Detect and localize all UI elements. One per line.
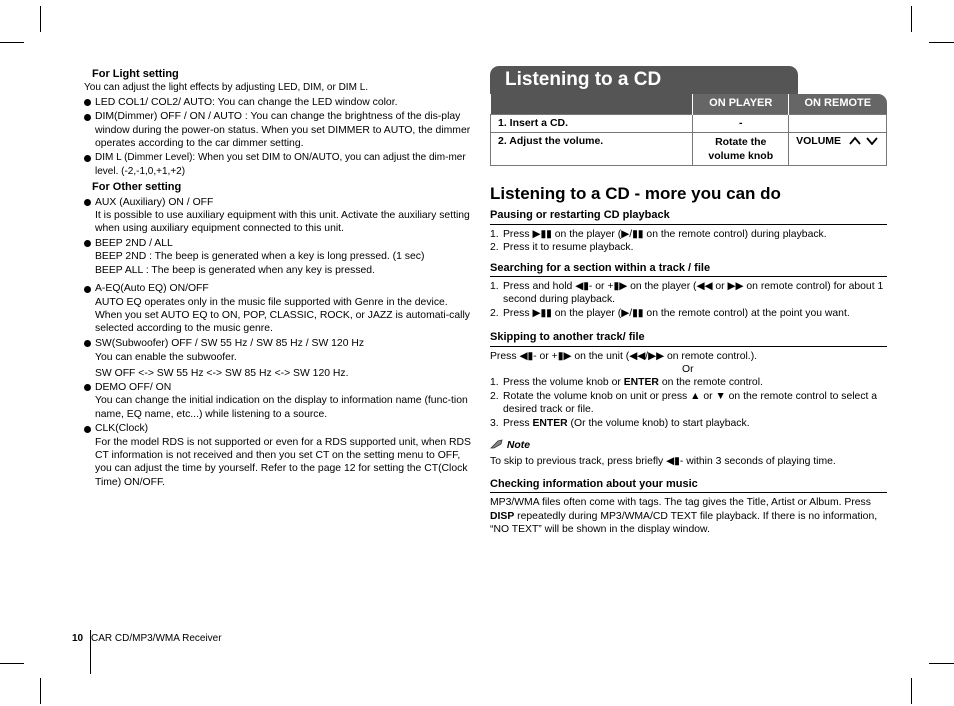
search-heading: Searching for a section within a track / file xyxy=(490,262,887,277)
text: on the player ( xyxy=(551,307,622,319)
fast-forward-icon: ▶▶ xyxy=(727,280,744,292)
or-text: Or xyxy=(682,363,694,375)
table-cell-line: volume knob xyxy=(708,149,774,162)
crop-mark xyxy=(0,663,24,664)
down-arrow-icon: ▼ xyxy=(715,390,726,402)
product-name: CAR CD/MP3/WMA Receiver xyxy=(91,633,222,644)
text: - or xyxy=(588,280,608,292)
prev-track-icon: ◀▮ xyxy=(519,350,534,362)
table-cell xyxy=(789,132,887,165)
cd-steps-table xyxy=(490,94,887,166)
list-item: 2. Press ▶▮▮ on the player (▶/▮▮ on the remote control) at the point you want. xyxy=(490,307,850,319)
note-text xyxy=(490,455,887,468)
left-column xyxy=(84,66,476,489)
light-setting-intro: You can adjust the light effects by adjusting LED, DIM, or DIM L. xyxy=(84,82,369,94)
text: on remote control.). xyxy=(664,350,758,362)
prev-track-icon: ◀▮ xyxy=(575,280,589,292)
text: Press xyxy=(490,350,520,362)
clk-title: CLK(Clock) xyxy=(84,422,476,435)
aux-title: AUX (Auxiliary) ON / OFF xyxy=(84,196,476,209)
footer xyxy=(72,633,222,644)
table-header-blank xyxy=(491,94,693,114)
text: - within 3 seconds of playing time. xyxy=(679,456,836,468)
next-track-icon: +▮▶ xyxy=(551,350,572,362)
text: on the player ( xyxy=(627,280,697,292)
other-setting-heading: For Other setting xyxy=(92,181,182,194)
aeq-title: A-EQ(Auto EQ) ON/OFF xyxy=(84,282,476,295)
text: on the player ( xyxy=(551,228,622,240)
list-item: 1. Press and hold ◀▮- or +▮▶ on the player (◀◀ or ▶▶ on remote control) for about 1 second during playback. xyxy=(490,280,884,306)
text: repeatedly during MP3/WMA/CD TEXT file playback. If there is no information, “NO TEXT” will be shown in the display window. xyxy=(490,510,878,536)
table-cell: 2. Adjust the volume. xyxy=(491,132,693,165)
text: on the unit ( xyxy=(571,350,630,362)
text: on the remote control to select a desired track or file. xyxy=(503,390,878,416)
more-title: Listening to a CD - more you can do xyxy=(490,183,781,203)
table-cell xyxy=(789,114,887,132)
next-track-icon: +▮▶ xyxy=(607,280,628,292)
sw-desc-2: SW OFF <-> SW 55 Hz <-> SW 85 Hz <-> SW 120 Hz. xyxy=(95,367,349,379)
clk-desc: For the model RDS is not supported or even for a RDS supported unit, when RDS CT information is not received and then you set CT on the setting menu to OFF, you can adjust the time by yourself. Refer to the page 12 for setting the CT(Clock Time) ON/OFF. xyxy=(95,436,471,488)
beep-line-2: BEEP ALL : The beep is generated when any key is pressed. xyxy=(95,264,375,276)
enter-key-label: ENTER xyxy=(532,417,568,429)
text: on the remote control) at the point you want. xyxy=(643,307,850,319)
sw-desc-1: You can enable the subwoofer. xyxy=(95,352,237,364)
skip-intro xyxy=(490,350,887,363)
table-header-remote: ON REMOTE xyxy=(789,94,887,114)
crop-mark xyxy=(40,6,41,32)
chevron-up-icon xyxy=(849,136,861,145)
text: Press the volume knob or xyxy=(503,377,624,389)
light-setting-heading: For Light setting xyxy=(92,68,179,80)
volume-label: VOLUME xyxy=(796,134,842,147)
text: Press xyxy=(503,228,533,240)
note-icon xyxy=(490,439,504,449)
play-pause-icon: ▶/▮▮ xyxy=(621,307,644,319)
text: Press it to resume playback. xyxy=(503,242,634,254)
play-pause-icon: ▶▮▮ xyxy=(532,228,552,240)
aeq-desc: AUTO EQ operates only in the music file supported with Genre in the device. When you set AUTO EQ to ON, POP, CLASSIC, ROCK, or JAZZ is automati-cally selected according to the music genre. xyxy=(95,296,470,335)
table-cell-line: Rotate the xyxy=(715,135,767,148)
list-item: DIM L (Dimmer Level): When you set DIM to ON/AUTO, you can adjust the dim-mer level. (-2,-1,0,+1,+2) xyxy=(84,151,476,178)
text: or xyxy=(700,390,716,402)
crop-mark xyxy=(911,678,912,704)
text: on the remote control) during playback. xyxy=(643,228,827,240)
aux-desc: It is possible to use auxiliary equipment with this unit. Activate the auxiliary setting when using auxiliary equipment connected to this unit. xyxy=(95,210,470,235)
sw-title: SW(Subwoofer) OFF / SW 55 Hz / SW 85 Hz / SW 120 Hz xyxy=(84,337,476,350)
beep-title: BEEP 2ND / ALL xyxy=(84,237,476,250)
page-number: 10 xyxy=(72,633,84,644)
crop-mark xyxy=(929,42,954,43)
note-heading xyxy=(490,439,887,452)
crop-mark xyxy=(0,42,24,43)
text: on remote control) for about 1 second during playback. xyxy=(503,280,884,306)
crop-mark xyxy=(929,663,954,664)
list-item: DIM(Dimmer) OFF / ON / AUTO : You can change the brightness of the dis-play window during the power-on status. When you set DIMMER to AUTO, the dimmer operates according to the car dimmer setting. xyxy=(84,110,476,150)
text: Press xyxy=(503,417,533,429)
section-title: Listening to a CD xyxy=(490,66,798,94)
up-arrow-icon: ▲ xyxy=(690,390,701,402)
list-item: 1. Press the volume knob or ENTER on the remote control. xyxy=(490,377,763,389)
demo-title: DEMO OFF/ ON xyxy=(84,381,476,394)
beep-line-1: BEEP 2ND : The beep is generated when a key is long pressed. (1 sec) xyxy=(95,251,425,263)
play-pause-icon: ▶▮▮ xyxy=(532,307,552,319)
skip-heading: Skipping to another track/ file xyxy=(490,331,887,346)
disp-key-label: DISP xyxy=(490,510,515,522)
list-item: 3. Press ENTER (Or the volume knob) to start playback. xyxy=(490,417,750,429)
note-label: Note xyxy=(506,440,530,451)
text: - or xyxy=(533,350,552,362)
text: Press xyxy=(503,307,533,319)
check-text xyxy=(490,496,887,536)
list-item: LED COL1/ COL2/ AUTO: You can change the LED window color. xyxy=(84,96,476,109)
list-item: 2. Rotate the volume knob on unit or press ▲ or ▼ on the remote control to select a desired track or file. xyxy=(490,390,878,416)
pause-heading: Pausing or restarting CD playback xyxy=(490,209,887,224)
text: or xyxy=(712,280,728,292)
crop-mark xyxy=(40,678,41,704)
list-item: 2. Press it to resume playback. xyxy=(490,242,634,254)
rewind-icon: ◀◀/▶▶ xyxy=(629,350,665,362)
play-pause-icon: ▶/▮▮ xyxy=(621,228,644,240)
text: Rotate the volume knob on unit or press xyxy=(503,390,691,402)
text: Press and hold xyxy=(503,280,576,292)
table-cell: 1. Insert a CD. xyxy=(491,114,693,132)
check-heading: Checking information about your music xyxy=(490,478,887,493)
list-item: 1. Press ▶▮▮ on the player (▶/▮▮ on the remote control) during playback. xyxy=(490,228,827,240)
enter-key-label: ENTER xyxy=(623,377,659,389)
rewind-icon: ◀◀ xyxy=(696,280,713,292)
table-cell xyxy=(693,132,789,165)
crop-mark xyxy=(911,6,912,32)
text: on the remote control. xyxy=(658,377,763,389)
right-column xyxy=(490,66,887,536)
text: (Or the volume knob) to start playback. xyxy=(567,417,750,429)
text: MP3/WMA files often come with tags. The tag gives the Title, Artist or Album. Press xyxy=(490,497,871,509)
chevron-down-icon xyxy=(866,136,878,145)
table-cell: - xyxy=(693,114,789,132)
table-header-player: ON PLAYER xyxy=(693,94,789,114)
demo-desc: You can change the initial indication on the display to information name (func-tion name, EQ name, etc...) while listening to a source. xyxy=(95,395,468,420)
text: To skip to previous track, press briefly xyxy=(490,456,667,468)
prev-track-icon: ◀▮ xyxy=(666,456,680,468)
